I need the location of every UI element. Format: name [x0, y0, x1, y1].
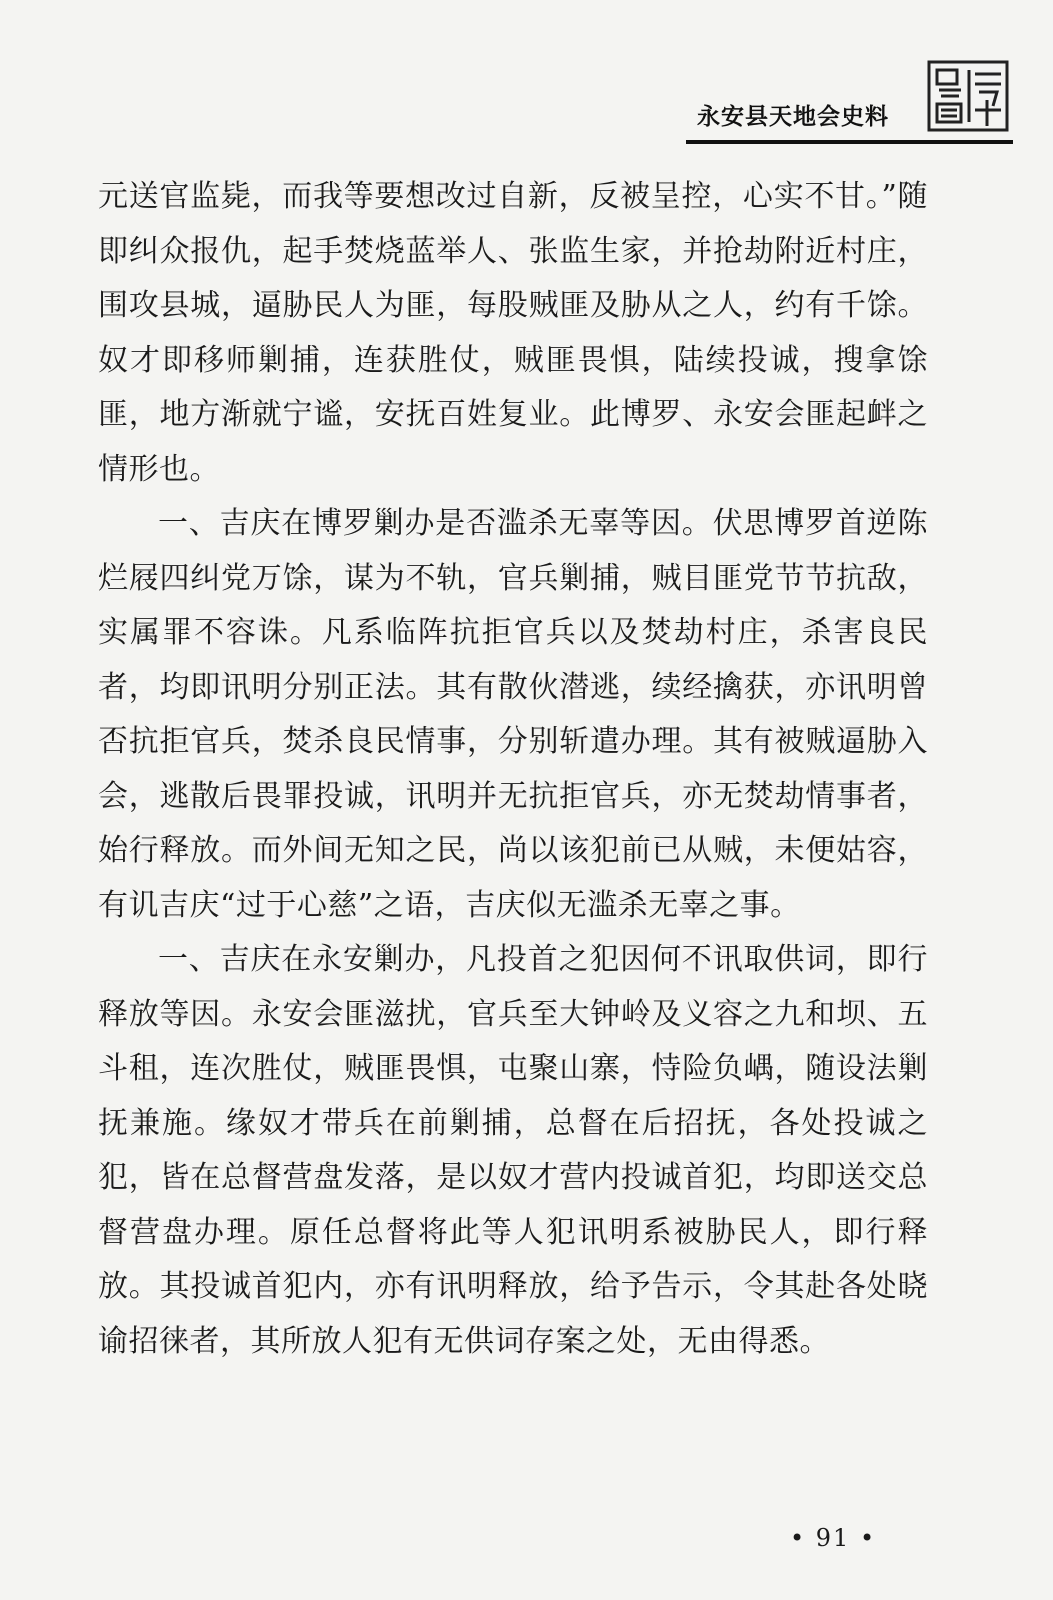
body-text	[98, 170, 928, 1369]
running-title: 永安县天地会史料	[697, 104, 889, 130]
page-number: • 91 •	[790, 1524, 877, 1552]
page-header	[96, 60, 1013, 150]
paragraph: 一、吉庆在永安剿办，凡投首之犯因何不讯取供词，即行释放等因。永安会匪滋扰，官兵至大钟岭及义容之九和坝、五斗租，连次胜仗，贼匪畏惧，屯聚山寨，恃险负嵎，随设法剿抚兼施。缘奴才带兵在前剿捕，总督在后招抚，各处投诚之犯，皆在总督营盘发落，是以奴才营内投诚首犯，均即送交总督营盘办理。原任总督将此等人犯讯明系被胁民人，即行释放。其投诚首犯内，亦有讯明释放，给予告示，令其赴各处晓谕招徕者，其所放人犯有无供词存案之处，无由得悉。	[98, 942, 928, 1359]
seal-logo-icon	[927, 60, 1009, 132]
paragraph: 一、吉庆在博罗剿办是否滥杀无辜等因。伏思博罗首逆陈烂屐四纠党万馀，谋为不轨，官兵剿捕，贼目匪党节节抗敌，实属罪不容诛。凡系临阵抗拒官兵以及焚劫村庄，杀害良民者，均即讯明分别正法。其有散伙潜逃，续经擒获，亦讯明曾否抗拒官兵，焚杀良民情事，分别斩遣办理。其有被贼逼胁入会，逃散后畏罪投诚，讯明并无抗拒官兵，亦无焚劫情事者，始行释放。而外间无知之民，尚以该犯前已从贼，未便姑容，有讥吉庆“过于心慈”之语，吉庆似无滥杀无辜之事。	[98, 506, 928, 923]
header-rule	[686, 140, 1013, 144]
paragraph: 元送官监毙，而我等要想改过自新，反被呈控，心实不甘。”随即纠众报仇，起手焚烧蓝举人、张监生家，并抢劫附近村庄，围攻县城，逼胁民人为匪，每股贼匪及胁从之人，约有千馀。奴才即移师剿捕，连获胜仗，贼匪畏惧，陆续投诚，搜拿馀匪，地方渐就宁谧，安抚百姓复业。此博罗、永安会匪起衅之情形也。	[98, 179, 928, 487]
